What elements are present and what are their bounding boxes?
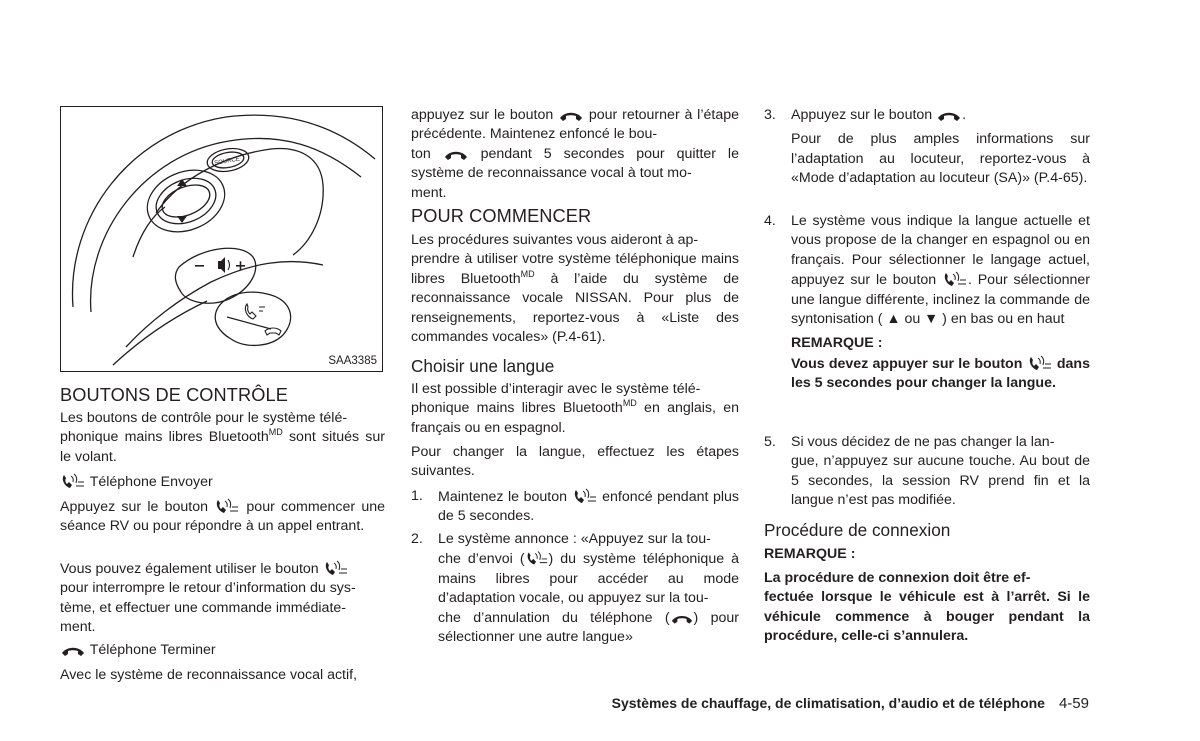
getting-started-heading: POUR COMMENCER — [411, 206, 592, 226]
note-label: REMARQUE : — [791, 335, 883, 352]
phone-end-icon — [936, 109, 962, 123]
step-number: 2. — [411, 531, 423, 547]
source-button-label: SOURCE — [213, 156, 241, 167]
steering-switch-illustration — [61, 107, 382, 371]
choose-language-heading: Choisir une langue — [411, 356, 555, 376]
figure-label: SAA3385 — [328, 355, 377, 367]
step-4 — [764, 212, 1090, 394]
phone-end-icon — [670, 612, 694, 626]
step-1-text: Maintenez le bouton enfoncé pendant plus de 5 secondes. — [438, 489, 739, 525]
connection-note-text: La procédure de connexion doit être ef- fectuée lorsque le véhicule est à l’arrêt. Si le véhicule commence à bouger pendant la procédure, celle-ci s’annulera. — [764, 570, 1090, 645]
connection-heading: Procédure de connexion — [764, 520, 951, 540]
step-3-text: Appuyez sur le bouton . — [791, 107, 967, 123]
language-paragraph-2: Pour changer la langue, effectuez les étapes suivantes. — [411, 444, 739, 480]
phone-send-icon — [1027, 354, 1053, 372]
step-number: 5. — [764, 434, 776, 450]
page-number: 4-59 — [1058, 695, 1089, 712]
control-switch-figure — [60, 106, 383, 372]
step-3 — [764, 106, 1090, 189]
step-5 — [764, 433, 1090, 511]
note-text: Vous devez appuyer sur le bouton dans les 5 secondes pour changer la langue. — [791, 355, 1090, 392]
step-number: 4. — [764, 213, 776, 229]
phone-end-icon — [443, 148, 469, 162]
phone-send-icon — [60, 472, 86, 490]
controls-intro: Les boutons de contrôle pour le système télé- phonique mains libres Bluetooth$^{MD}$ sont situés sur le volant. — [60, 410, 385, 465]
phone-send-icon — [942, 270, 968, 288]
phone-end-icon — [60, 644, 86, 658]
step-1 — [411, 487, 739, 527]
send-paragraph-1: Appuyez sur le bouton pour commencer une séance RV ou pour répondre à un appel entrant. — [60, 499, 386, 535]
language-paragraph-1: Il est possible d’interagir avec le système télé- phonique mains libres Bluetooth$^{MD}$ en anglais, en français ou en espagnol. — [411, 381, 739, 436]
end-paragraph: Avec le système de reconnaissance vocal actif, — [60, 667, 358, 683]
phone-send-icon — [323, 559, 349, 577]
phone-send-icon — [214, 497, 240, 515]
step-2-text: Le système annonce : «Appuyez sur la tou- che d’envoi ( ) du système téléphonique à mains libres pour accéder au mode d’adaptation vocale, ou appuyez sur la tou- che d’annulation du téléphone ( ) pour sélectionner une autre langue» — [438, 531, 739, 646]
step-3-more: Pour de plus amples informations sur l’adaptation au locuteur, reportez-vous à «Mode d’adaptation au locuteur (SA)» (P.4-65). — [791, 131, 1090, 187]
phone-send-icon — [572, 487, 598, 505]
step-5-text: Si vous décidez de ne pas changer la lan- gue, n’appuyez sur aucune touche. Au bout de 5 secondes, la session RV prend fin et la langue n’est pas modifiée. — [791, 434, 1090, 509]
footer-title: Systèmes de chauffage, de climatisation, d’audio et de téléphone — [611, 695, 1045, 711]
connection-note-label: REMARQUE : — [764, 546, 856, 562]
send-label: Téléphone Envoyer — [60, 472, 385, 492]
phone-end-icon — [558, 109, 584, 123]
step-2 — [411, 530, 739, 647]
end-label: Téléphone Terminer — [60, 641, 385, 660]
up-triangle-icon: ▲ — [886, 311, 901, 328]
step-number: 1. — [411, 488, 423, 504]
step-number: 3. — [764, 107, 776, 123]
down-triangle-icon: ▼ — [924, 311, 939, 328]
end-paragraph-continued: appuyez sur le bouton pour retourner à l’étape précédente. Maintenez enfoncé le bou- ton pendant 5 secondes pour quitter le système de reconnaissance vocal à tout mo- ment. — [411, 107, 739, 201]
step-4-text: Le système vous indique la langue actuelle et vous propose de la changer en espagnol ou en français. Pour sélectionner le langage actuel, appuyez sur le bouton . Pour sélectionner une langue différente, inclinez la commande de syntonisation ( ▲ ou ▼ ) en bas ou en haut — [791, 213, 1090, 328]
phone-send-icon — [525, 549, 549, 567]
page-footer — [612, 694, 1089, 713]
send-paragraph-2: Vous pouvez également utiliser le bouton pour interrompre le retour d’information du sys- tème, et effectuer une commande immédiate- ment. — [60, 561, 356, 636]
controls-heading: BOUTONS DE CONTRÔLE — [60, 385, 288, 405]
getting-started-paragraph: Les procédures suivantes vous aideront à ap- prendre à utiliser votre système téléphonique mains libres Bluetooth$^{MD}$ à l’aide du système de reconnaissance vocale NISSAN. Pour plus de renseignements, reportez-vous à «Liste des commandes vocales» (P.4-61). — [411, 232, 739, 346]
